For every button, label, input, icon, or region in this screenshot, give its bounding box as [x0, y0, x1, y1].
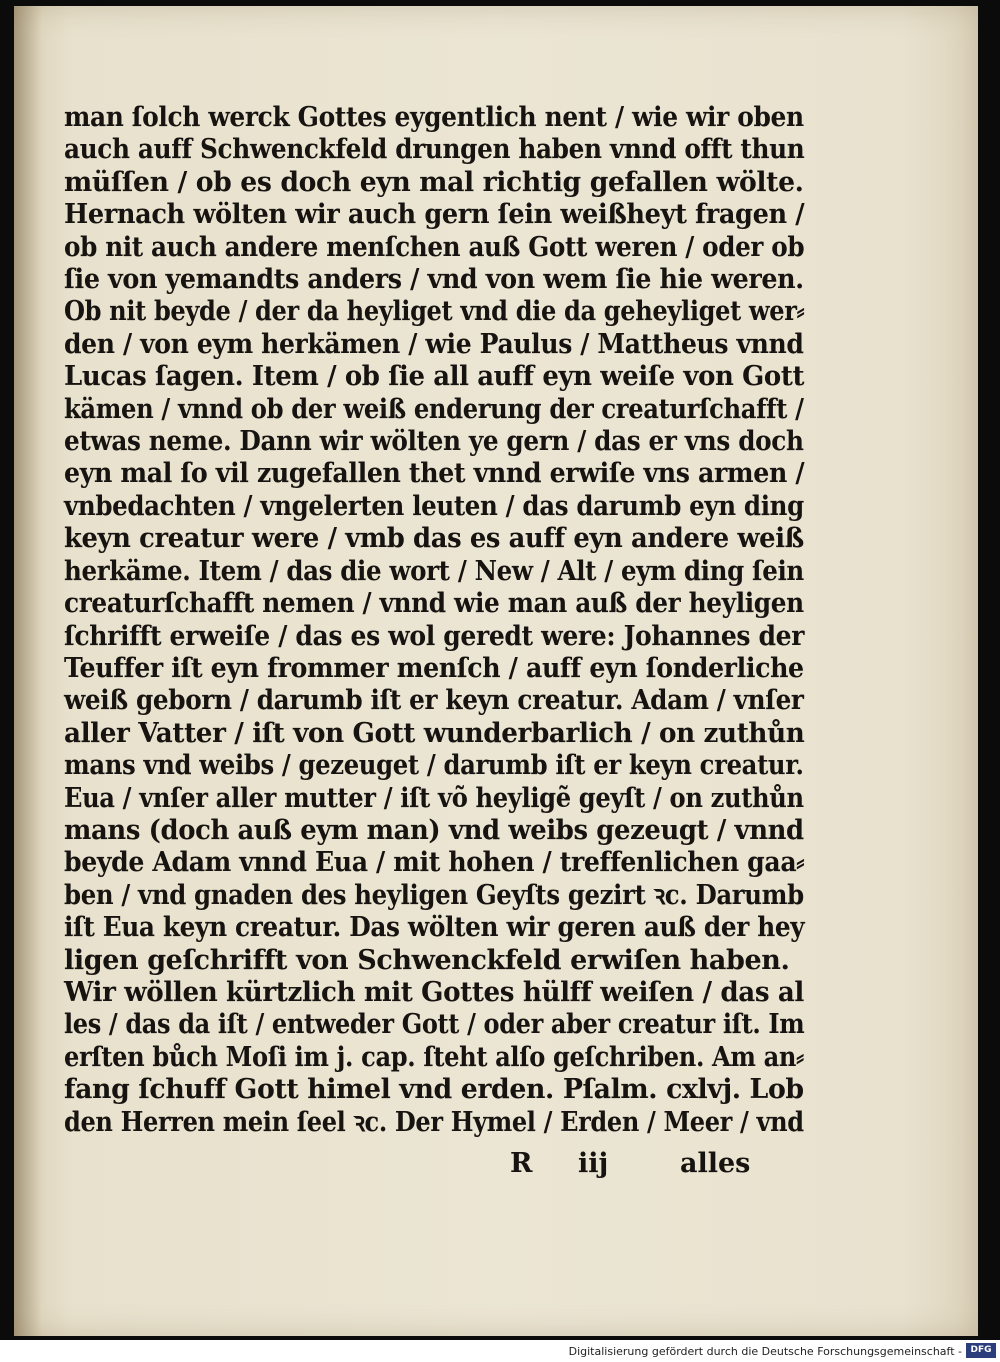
catchword: alles [680, 1148, 751, 1179]
text-line: etwas neme. Dann wir wölten ye gern / das er vns doch [64, 426, 804, 458]
text-line: iſt Eua keyn creatur. Das wölten wir geren auß der hey [64, 912, 805, 944]
text-line: ſchrifft erweiſe / das es wol geredt were: Johannes der [64, 620, 805, 652]
text-line: müſſen / ob es doch eyn mal richtig gefallen wölte. [64, 166, 804, 198]
text-line: kämen / vnnd ob der weiß enderung der creaturſchafft / [64, 393, 804, 425]
text-line: den Herren mein ſeel ꝛc. Der Hymel / Erden / Meer / vnd [64, 1106, 804, 1138]
text-line: eyn mal ſo vil zugefallen thet vnnd erwiſe vns armen / [64, 458, 805, 490]
text-line: Teuffer iſt eyn frommer menſch / auff eyn ſonderliche [64, 652, 804, 684]
dfg-logo: DFG [966, 1343, 996, 1358]
text-line: auch auff Schwenckfeld drungen haben vnnd offt thun [64, 134, 805, 166]
text-line: ſie von yemandts anders / vnd von wem ſie hie weren. [64, 264, 804, 296]
text-line: Wir wöllen kürtzlich mit Gottes hülff weiſen / das al [64, 976, 804, 1008]
text-line: mans (doch auß eym man) vnd weibs gezeugt / vnnd [64, 814, 804, 846]
text-line: Hernach wölten wir auch gern ſein weißheyt fragen / [64, 199, 805, 231]
text-line: ben / vnd gnaden des heyligen Geyſts gezirt ꝛc. Darumb [64, 879, 804, 911]
text-line: weiß geborn / darumb iſt er keyn creatur. Adam / vnſer [64, 685, 804, 717]
text-line: mans vnd weibs / gezeuget / darumb iſt er keyn creatur. [64, 750, 804, 782]
folio-number: iij [578, 1148, 609, 1179]
text-line: aller Vatter / iſt von Gott wunderbarlich / on zuthůn [64, 717, 805, 749]
text-line: creaturſchafft nemen / vnnd wie man auß der heyligen [64, 588, 804, 620]
text-line: ob nit auch andere menſchen auß Gott weren / oder ob [64, 231, 805, 263]
footer-bar [0, 1340, 1000, 1362]
text-line: herkäme. Item / das die wort / New / Alt / eym ding ſein [64, 555, 804, 587]
text-line: Lucas ſagen. Item / ob ſie all auff eyn weiſe von Gott [64, 361, 805, 393]
text-line: vnbedachten / vngelerten leuten / das darumb eyn ding [64, 490, 804, 522]
text-line: erſten bůch Moſi im j. cap. ſteht alſo geſchriben. Am an⸗ [64, 1041, 804, 1073]
text-line: ligen geſchrifft von Schwenckfeld erwiſen haben. [64, 944, 790, 976]
text-line: Ob nit beyde / der da heyliget vnd die da geheyliget wer⸗ [64, 296, 805, 328]
signature-mark: R [510, 1148, 533, 1179]
text-line: les / das da iſt / entweder Gott / oder aber creatur iſt. Im [64, 1009, 805, 1041]
text-line: man ſolch werck Gottes eygentlich nent / wie wir oben [64, 102, 804, 133]
text-line: fang ſchuff Gott himel vnd erden. Pſalm. cxlvj. Lob [64, 1074, 804, 1106]
text-line: beyde Adam vnnd Eua / mit hohen / treffenlichen gaa⸗ [64, 847, 805, 879]
page-gutter-shadow [14, 6, 42, 1336]
text-line: den / von eym herkämen / wie Paulus / Mattheus vnnd [64, 328, 804, 360]
text-line: Eua / vnſer aller mutter / iſt võ heyligẽ geyſt / on zuthůn [64, 782, 804, 814]
catchline [500, 1148, 770, 1188]
body-text [64, 102, 804, 1139]
text-line: keyn creatur were / vmb das es auff eyn andere weiß [64, 523, 804, 555]
funding-credit: Digitalisierung gefördert durch die Deutsche Forschungsgemeinschaft - [568, 1345, 962, 1358]
